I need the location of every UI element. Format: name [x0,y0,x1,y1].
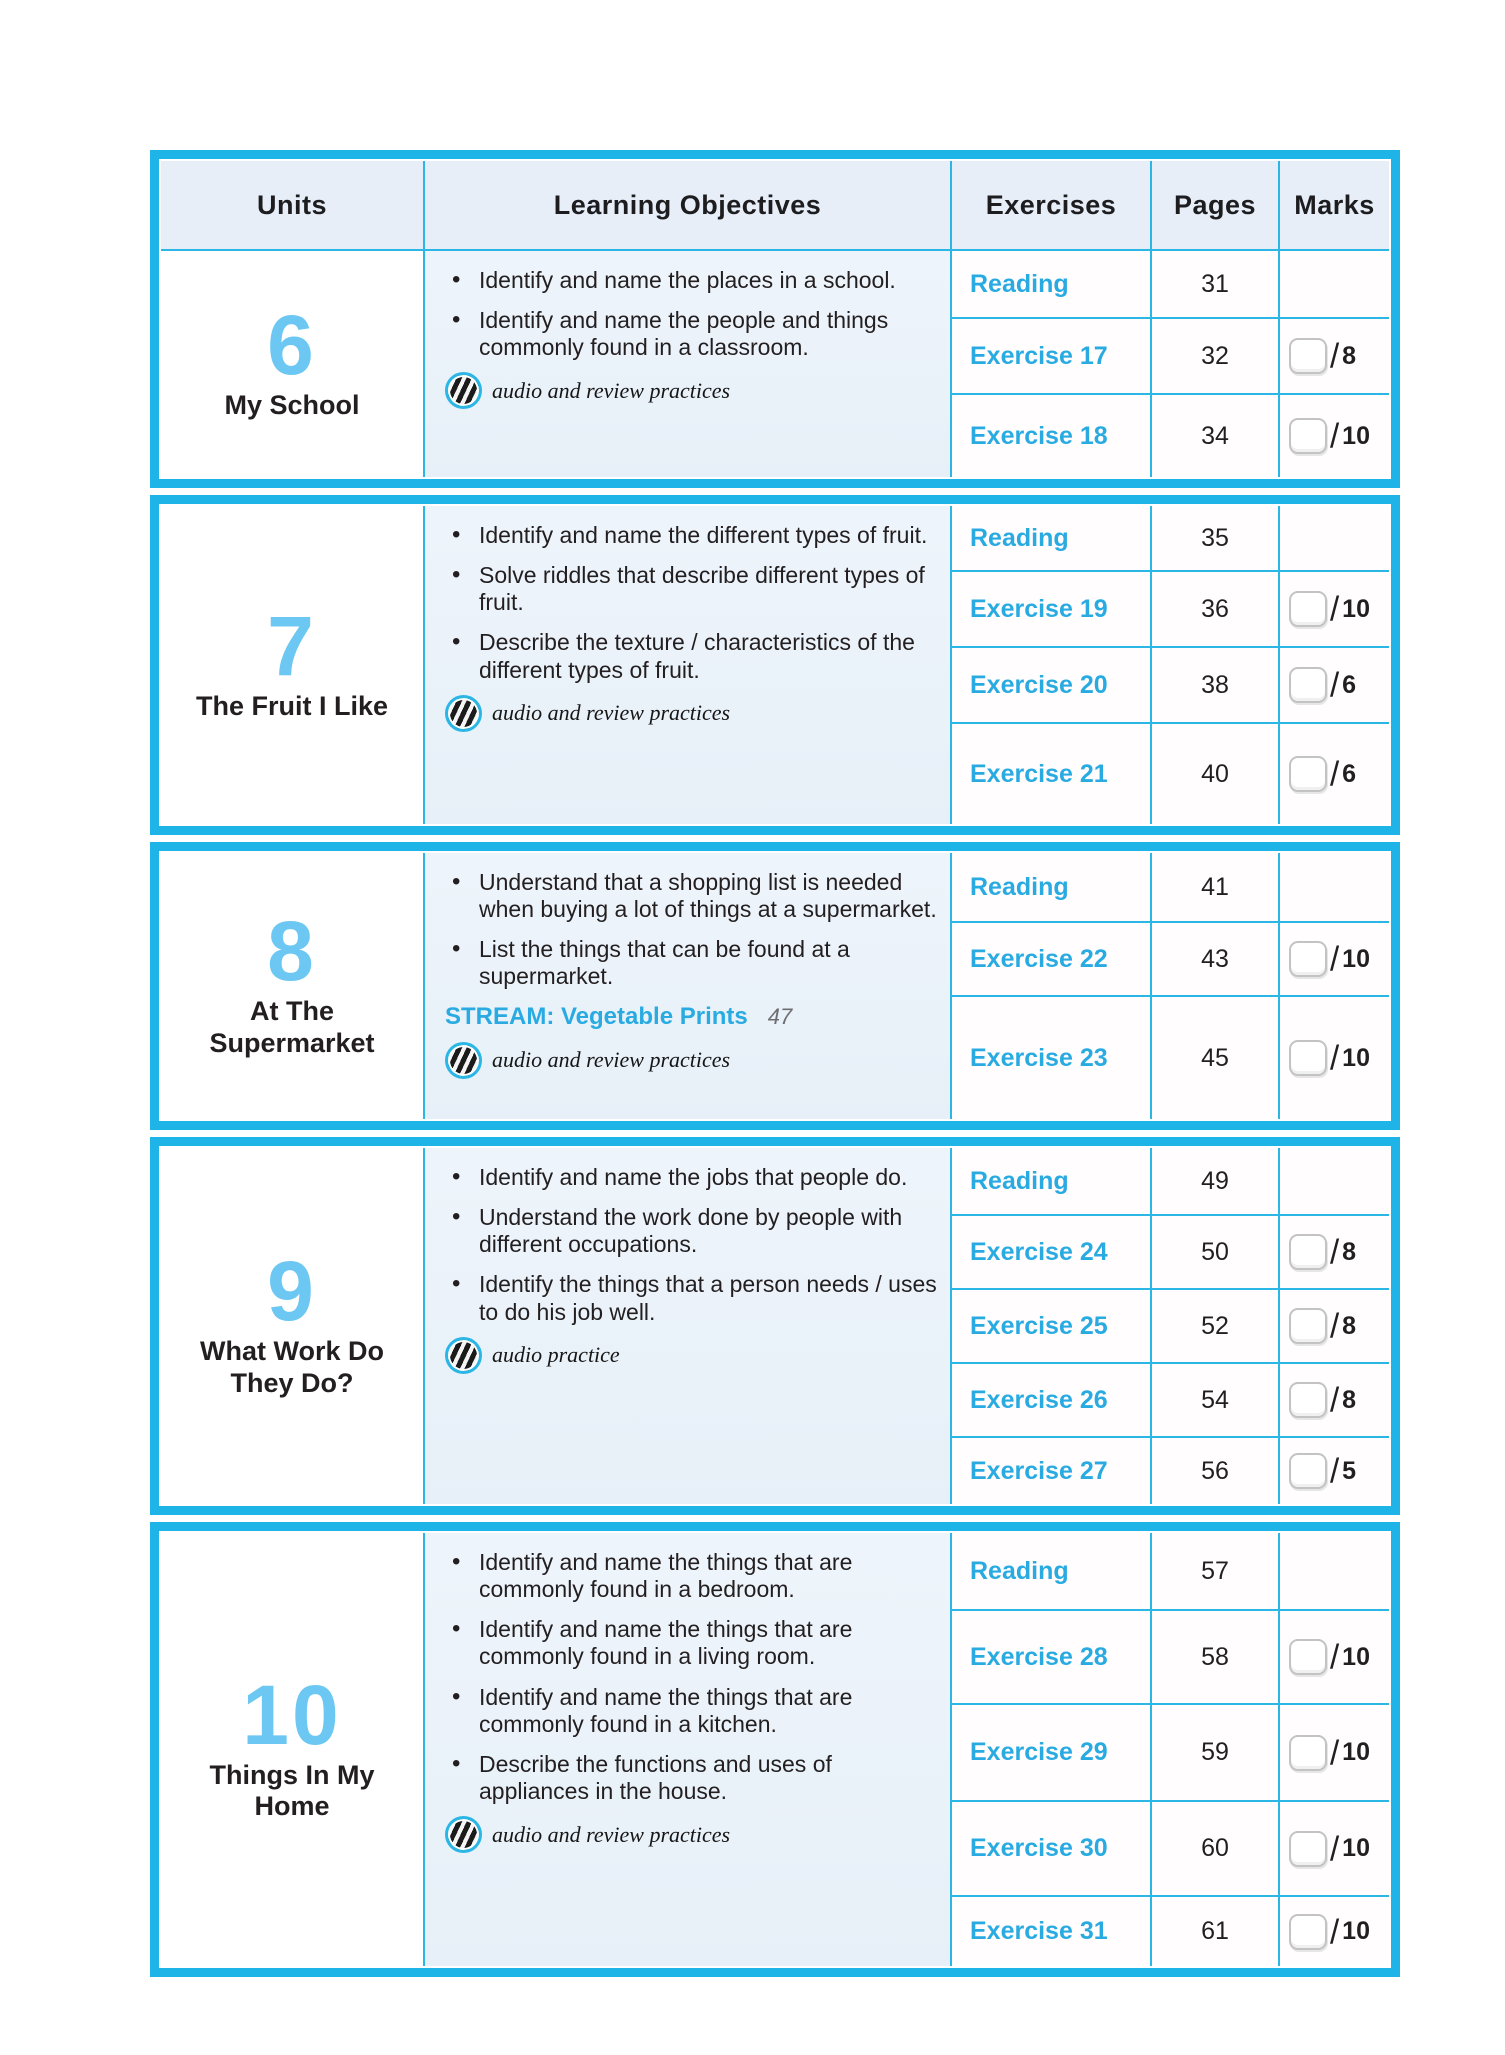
marks-cell [1280,319,1389,393]
unit-number: 9 [267,1244,317,1339]
unit-block [150,495,1400,835]
marks-separator: / [1330,665,1340,704]
page-cell [1152,1802,1278,1895]
page-cell [1152,395,1278,477]
marks-input-box [1289,1831,1327,1867]
objectives-list [445,869,938,991]
marks-denominator: 6 [1342,759,1357,788]
unit-block [150,842,1400,1130]
marks-separator: / [1330,336,1340,375]
marks-separator: / [1330,416,1340,455]
exercise-label: Exercise 23 [970,1043,1108,1072]
unit-section [161,1148,1389,1504]
page-number: 32 [1201,341,1229,370]
exercise-label: Reading [970,1556,1069,1585]
unit-number: 6 [267,298,317,393]
marks-separator: / [1330,1828,1340,1868]
exercise-cell [952,923,1150,995]
marks-denominator: 8 [1342,1311,1357,1340]
column-header-pages: Pages [1152,161,1278,249]
marks-cell [1280,1148,1389,1214]
marks-denominator: 5 [1342,1456,1357,1485]
objective-item: • Identify and name the different types of fruit. [445,522,938,549]
page-number: 56 [1201,1456,1229,1485]
marks-max [1327,1734,1370,1772]
marks-max [1327,755,1356,793]
page-number: 49 [1201,1166,1229,1195]
marks-max [1327,1233,1356,1271]
audio-note-text: audio practice [492,1342,620,1368]
unit-number: 10 [242,1667,342,1762]
unit-title-cell [161,1148,423,1504]
marks-input-box [1289,1382,1327,1418]
marks-denominator: 8 [1342,341,1357,370]
marks-separator: / [1330,1038,1340,1077]
page-cell [1152,1705,1278,1800]
exercise-cell [952,1290,1150,1362]
page-number: 43 [1201,944,1229,973]
objective-item: • Identify and name the things that are commonly found in a bedroom. [445,1549,938,1603]
objective-item: • List the things that can be found at a supermarket. [445,936,938,990]
column-header-exercises: Exercises [952,161,1150,249]
marks-input-box [1289,1735,1327,1771]
exercise-cell [952,724,1150,824]
page-cell [1152,1216,1278,1288]
page-number: 61 [1201,1917,1229,1945]
objective-item: • Identify and name the people and things commonly found in a classroom. [445,307,938,361]
marks-max [1327,417,1370,455]
page-cell [1152,648,1278,722]
exercise-label: Exercise 25 [970,1311,1108,1340]
page-number: 60 [1201,1834,1229,1862]
marks-denominator: 10 [1342,1642,1370,1671]
audio-note [445,1042,938,1079]
column-header-marks: Marks [1280,161,1389,249]
marks-separator: / [1330,1911,1340,1951]
exercise-cell [952,648,1150,722]
exercise-cell [952,1611,1150,1703]
page-number: 36 [1201,594,1229,623]
marks-separator: / [1330,1380,1340,1419]
marks-separator: / [1330,1451,1340,1490]
marks-max [1327,1830,1370,1868]
unit-name: What Work Do They Do? [200,1336,384,1398]
marks-denominator: 6 [1342,670,1357,699]
marks-input-box [1289,941,1327,977]
marks-separator: / [1330,1732,1340,1772]
marks-cell [1280,923,1389,995]
audio-note [445,372,938,409]
page-number: 41 [1201,872,1229,901]
marks-input-box [1289,1308,1327,1344]
marks-max [1327,1381,1356,1419]
marks-cell [1280,997,1389,1119]
exercise-cell [952,1216,1150,1288]
exercise-label: Exercise 29 [970,1738,1108,1766]
audio-note-text: audio and review practices [492,1047,731,1072]
exercise-cell [952,1438,1150,1504]
marks-max [1327,590,1370,628]
exercise-cell [952,1802,1150,1895]
marks-cell [1280,506,1389,570]
learning-objectives-cell [425,251,950,477]
exercise-cell [952,853,1150,921]
unit-section [161,1533,1389,1966]
marks-max [1327,1638,1370,1676]
page-number: 35 [1201,523,1229,552]
objectives-list [445,1549,938,1805]
objective-item: • Identify the things that a person needs / uses to do his job well. [445,1271,938,1325]
page-cell [1152,853,1278,921]
objective-item: • Solve riddles that describe different types of fruit. [445,562,938,616]
page-cell [1152,997,1278,1119]
unit-title-cell [161,1533,423,1966]
audio-note [445,695,938,732]
audio-note [445,1337,938,1374]
unit-name: At The Supermarket [209,996,375,1058]
exercise-label: Exercise 17 [970,341,1108,370]
marks-cell [1280,1802,1389,1895]
page-cell [1152,724,1278,824]
audio-icon [445,695,482,732]
exercise-label: Exercise 30 [970,1834,1108,1862]
page-cell [1152,572,1278,646]
exercise-label: Reading [970,872,1069,901]
exercise-cell [952,1364,1150,1436]
page-cell [1152,1897,1278,1966]
marks-max [1327,1452,1356,1490]
objective-item: • Identify and name the jobs that people do. [445,1164,938,1191]
marks-cell [1280,395,1389,477]
stream-page-number: 47 [767,1003,793,1029]
page-cell [1152,1611,1278,1703]
marks-cell [1280,1705,1389,1800]
page-number: 59 [1201,1738,1229,1766]
page-number: 58 [1201,1642,1229,1671]
marks-separator: / [1330,939,1340,978]
page-number: 34 [1201,421,1229,450]
marks-cell [1280,853,1389,921]
marks-max [1327,666,1356,704]
marks-separator: / [1330,1306,1340,1345]
unit-title-cell [161,251,423,477]
marks-input-box [1289,667,1327,703]
objective-item: • Describe the functions and uses of appliances in the house. [445,1751,938,1805]
table-header-row [161,161,1389,249]
objective-item: • Identify and name the things that are commonly found in a kitchen. [445,1684,938,1738]
page-number: 54 [1201,1385,1229,1414]
exercise-cell [952,1148,1150,1214]
marks-input-box [1289,1914,1327,1950]
marks-max [1327,1307,1356,1345]
marks-denominator: 10 [1342,1043,1370,1072]
marks-cell [1280,1290,1389,1362]
audio-icon [445,1042,482,1079]
marks-denominator: 8 [1342,1385,1357,1414]
objectives-list [445,522,938,684]
exercise-label: Reading [970,269,1069,298]
page-number: 57 [1201,1556,1229,1585]
marks-cell [1280,251,1389,317]
marks-input-box [1289,338,1327,374]
page-number: 52 [1201,1311,1229,1340]
learning-objectives-cell [425,1533,950,1966]
unit-block [150,150,1400,488]
exercise-label: Exercise 31 [970,1917,1108,1945]
marks-max [1327,337,1356,375]
marks-denominator: 10 [1342,1738,1370,1766]
marks-denominator: 10 [1342,1834,1370,1862]
marks-input-box [1289,1234,1327,1270]
unit-title-cell [161,853,423,1119]
page-cell [1152,1364,1278,1436]
marks-denominator: 10 [1342,1917,1370,1945]
marks-separator: / [1330,589,1340,628]
stream-label: STREAM: Vegetable Prints [445,1002,748,1030]
page-number: 45 [1201,1043,1229,1072]
page-number: 50 [1201,1237,1229,1266]
exercise-label: Exercise 20 [970,670,1108,699]
objectives-list [445,1164,938,1326]
exercise-cell [952,1705,1150,1800]
page-cell [1152,1533,1278,1609]
objective-item: • Understand the work done by people with different occupations. [445,1204,938,1258]
audio-note-text: audio and review practices [492,1821,731,1847]
exercise-cell [952,319,1150,393]
marks-input-box [1289,418,1327,454]
exercise-label: Exercise 18 [970,421,1108,450]
learning-objectives-cell [425,506,950,824]
exercise-cell [952,395,1150,477]
marks-cell [1280,1216,1389,1288]
audio-icon [445,1816,482,1853]
exercise-label: Exercise 26 [970,1385,1108,1414]
marks-cell [1280,1533,1389,1609]
unit-section [161,853,1389,1119]
audio-note-text: audio and review practices [492,700,731,726]
unit-section [161,251,1389,477]
exercise-cell [952,251,1150,317]
page-cell [1152,319,1278,393]
exercise-cell [952,1533,1150,1609]
unit-name: My School [224,389,360,420]
exercise-label: Reading [970,523,1069,552]
audio-note [445,1816,938,1853]
audio-icon [445,1337,482,1374]
marks-input-box [1289,591,1327,627]
unit-name: The Fruit I Like [195,690,389,721]
objectives-list [445,267,938,361]
objective-item: • Understand that a shopping list is needed when buying a lot of things at a supermarket. [445,869,938,923]
exercise-cell [952,572,1150,646]
page-cell [1152,251,1278,317]
unit-block [150,1522,1400,1977]
marks-cell [1280,1897,1389,1966]
marks-cell [1280,724,1389,824]
marks-denominator: 10 [1342,944,1370,973]
page-number: 38 [1201,670,1229,699]
column-header-units: Units [161,161,423,249]
marks-separator: / [1330,1637,1340,1676]
marks-cell [1280,1438,1389,1504]
page-cell [1152,1438,1278,1504]
contents-table [150,150,1400,1977]
exercise-label: Exercise 19 [970,594,1108,623]
unit-block [150,1137,1400,1515]
marks-max [1327,1913,1370,1951]
marks-cell [1280,1364,1389,1436]
unit-number: 7 [267,599,317,694]
page-cell [1152,923,1278,995]
marks-denominator: 10 [1342,421,1370,450]
objective-item: • Identify and name the places in a school. [445,267,938,294]
exercise-label: Exercise 21 [970,759,1108,788]
marks-denominator: 8 [1342,1237,1357,1266]
unit-title-cell [161,506,423,824]
page-cell [1152,1148,1278,1214]
unit-section [161,506,1389,824]
exercise-cell [952,1897,1150,1966]
marks-cell [1280,648,1389,722]
page-number: 31 [1201,269,1229,298]
stream-activity [445,1003,938,1031]
exercise-cell [952,506,1150,570]
marks-cell [1280,1611,1389,1703]
exercise-label: Exercise 24 [970,1237,1108,1266]
objective-item: • Describe the texture / characteristics of the different types of fruit. [445,629,938,683]
marks-separator: / [1330,1232,1340,1271]
exercise-label: Exercise 27 [970,1456,1108,1485]
audio-note-text: audio and review practices [492,377,731,403]
marks-input-box [1289,1453,1327,1489]
marks-denominator: 10 [1342,594,1370,623]
page-cell [1152,506,1278,570]
page-number: 40 [1201,759,1229,788]
marks-max [1327,1039,1370,1077]
audio-icon [445,372,482,409]
column-header-objectives: Learning Objectives [425,161,950,249]
exercise-label: Exercise 28 [970,1642,1108,1671]
learning-objectives-cell [425,853,950,1119]
learning-objectives-cell [425,1148,950,1504]
marks-cell [1280,572,1389,646]
exercise-label: Reading [970,1166,1069,1195]
unit-number: 8 [267,904,317,999]
marks-separator: / [1330,754,1340,793]
unit-name: Things In My Home [209,1759,375,1822]
marks-input-box [1289,1040,1327,1076]
exercise-label: Exercise 22 [970,944,1108,973]
marks-input-box [1289,756,1327,792]
marks-max [1327,940,1370,978]
objective-item: • Identify and name the things that are commonly found in a living room. [445,1616,938,1670]
page-cell [1152,1290,1278,1362]
marks-input-box [1289,1639,1327,1675]
exercise-cell [952,997,1150,1119]
